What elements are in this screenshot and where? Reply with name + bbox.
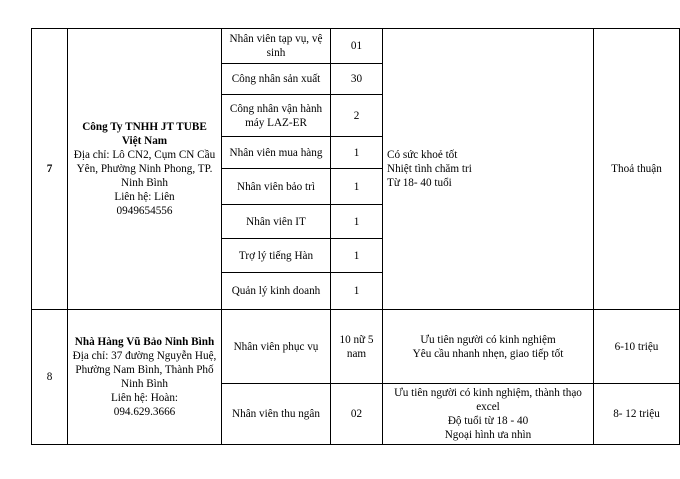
- position-title: Trợ lý tiếng Hàn: [222, 239, 331, 273]
- position-quantity: 30: [331, 64, 383, 95]
- requirement-item: Ngoại hình ưa nhìn: [444, 429, 532, 441]
- company-name: Công Ty TNHH JT TUBE Việt Nam: [82, 121, 207, 147]
- salary-cell: 6-10 triệu: [594, 310, 680, 384]
- position-title: Nhân viên mua hàng: [222, 137, 331, 169]
- requirement-item: Có sức khoẻ tốt: [387, 149, 458, 161]
- company-phone: 094.629.3666: [113, 406, 176, 418]
- table-row: [32, 310, 680, 384]
- requirement-item: Độ tuổi từ 18 - 40: [447, 415, 529, 427]
- position-quantity: 1: [331, 169, 383, 205]
- position-quantity: 10 nữ 5 nam: [331, 310, 383, 384]
- position-title: Nhân viên tạp vụ, vệ sinh: [222, 29, 331, 64]
- requirements-cell: [383, 384, 594, 445]
- requirements-cell: [383, 310, 594, 384]
- position-quantity: 1: [331, 239, 383, 273]
- position-quantity: 1: [331, 273, 383, 310]
- company-contact: Liên hệ: Liên: [114, 191, 175, 203]
- salary-cell: Thoả thuận: [594, 29, 680, 310]
- position-title: Công nhân sản xuất: [222, 64, 331, 95]
- recruitment-table: [31, 28, 680, 445]
- position-title: Nhân viên bảo trì: [222, 169, 331, 205]
- requirement-item: Từ 18- 40 tuổi: [387, 177, 452, 189]
- row-number: 7: [32, 29, 68, 310]
- company-cell: [68, 310, 222, 445]
- requirement-item: Yêu cầu nhanh nhẹn, giao tiếp tốt: [412, 347, 564, 360]
- company-cell: [68, 29, 222, 310]
- company-contact: Liên hệ: Hoàn:: [110, 392, 179, 404]
- position-title: Nhân viên thu ngân: [222, 384, 331, 445]
- table-row: [32, 29, 680, 64]
- position-quantity: 2: [331, 95, 383, 137]
- company-address: Địa chỉ: 37 đường Nguyễn Huệ, Phường Nam Bình, Thành Phố Ninh Bình: [72, 350, 217, 390]
- position-title: Công nhân vận hành máy LAZ-ER: [222, 95, 331, 137]
- requirements-cell: [383, 29, 594, 310]
- requirement-item: Nhiệt tình chăm tri: [387, 163, 472, 175]
- row-number: 8: [32, 310, 68, 445]
- requirement-item: Ưu tiên người có kinh nghiệm: [420, 333, 556, 346]
- position-quantity: 01: [331, 29, 383, 64]
- position-quantity: 02: [331, 384, 383, 445]
- company-phone: 0949654556: [116, 205, 173, 217]
- position-quantity: 1: [331, 137, 383, 169]
- position-title: Quản lý kinh doanh: [222, 273, 331, 310]
- salary-cell: 8- 12 triệu: [594, 384, 680, 445]
- company-address: Địa chỉ: Lô CN2, Cụm CN Cầu Yên, Phường Ninh Phong, TP. Ninh Bình: [73, 149, 216, 189]
- position-title: Nhân viên phục vụ: [222, 310, 331, 384]
- requirement-item: Ưu tiên người có kinh nghiệm, thành thạo excel: [394, 387, 582, 413]
- company-name: Nhà Hàng Vũ Bảo Ninh Bình: [74, 336, 215, 348]
- position-title: Nhân viên IT: [222, 205, 331, 239]
- position-quantity: 1: [331, 205, 383, 239]
